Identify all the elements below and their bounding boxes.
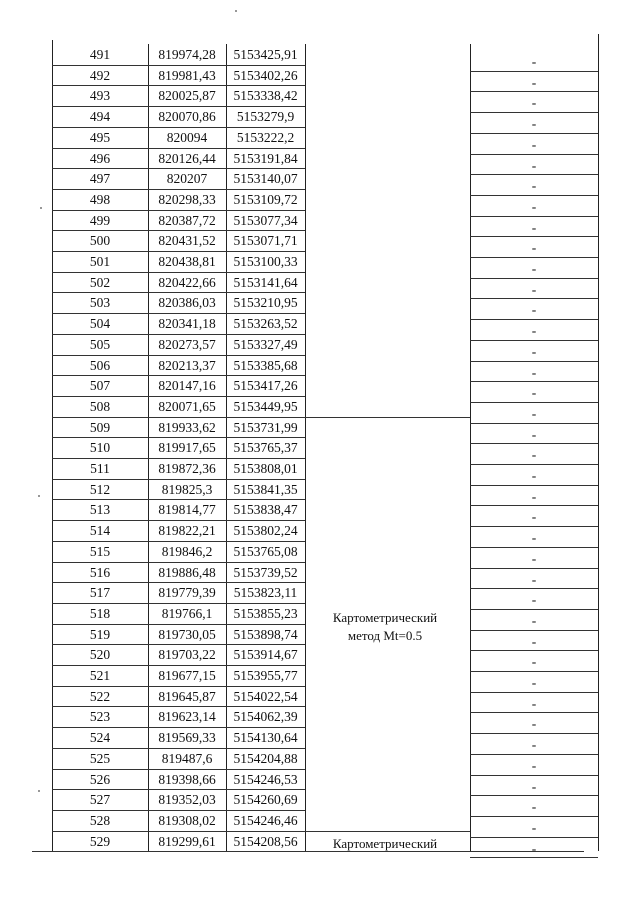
value-dash: - <box>531 530 537 546</box>
value-dash: - <box>531 799 537 815</box>
row-number: 495 <box>89 129 111 145</box>
y-coordinate: 5153210,95 <box>233 295 298 311</box>
value-dash: - <box>531 654 537 670</box>
value-dash: - <box>531 281 537 297</box>
method-group-bottom-line <box>305 831 470 832</box>
value-dash: - <box>531 364 537 380</box>
x-coordinate: 819308,02 <box>158 812 216 828</box>
y-coordinate: 5154246,46 <box>233 812 298 828</box>
value-dash: - <box>531 426 537 442</box>
y-coordinate: 5153765,08 <box>233 543 298 559</box>
row-number: 526 <box>89 771 111 787</box>
y-coordinate: 5153140,07 <box>233 171 298 187</box>
x-coordinate: 819766,1 <box>161 605 213 621</box>
x-coordinate: 820341,18 <box>158 316 216 332</box>
row-number: 493 <box>89 88 111 104</box>
scan-speck <box>38 495 40 497</box>
value-dash: - <box>531 74 537 90</box>
value-dash: - <box>531 488 537 504</box>
y-coordinate: 5153100,33 <box>233 254 298 269</box>
x-coordinate: 819623,14 <box>158 709 216 725</box>
y-coordinate: 5153841,35 <box>233 481 298 497</box>
method-line-1: Картометрический <box>332 610 438 625</box>
row-number: 500 <box>89 233 111 249</box>
last-row-method: Картометрический <box>332 836 438 851</box>
x-coordinate: 819703,22 <box>158 647 216 663</box>
scan-speck <box>38 790 40 792</box>
x-coordinate: 820147,16 <box>158 378 216 394</box>
row-number: 524 <box>89 730 111 746</box>
row-number: 516 <box>89 564 111 580</box>
value-dash: - <box>531 219 537 235</box>
y-coordinate: 5153327,49 <box>233 336 298 352</box>
method-line-2: метод Mt=0.5 <box>347 628 423 643</box>
row-number: 496 <box>89 150 111 166</box>
x-coordinate: 819917,65 <box>158 440 216 456</box>
method-group-label <box>305 609 465 645</box>
value-dash: - <box>531 116 537 132</box>
value-dash: - <box>531 571 537 587</box>
x-coordinate: 819299,61 <box>158 833 216 849</box>
row-number: 502 <box>89 274 111 290</box>
x-coordinate: 819886,48 <box>158 564 216 580</box>
y-coordinate: 5153425,91 <box>233 47 298 62</box>
row-number: 497 <box>89 171 111 187</box>
y-coordinate: 5153838,47 <box>233 502 298 518</box>
y-coordinate: 5153739,52 <box>233 564 298 580</box>
value-dash: - <box>531 323 537 339</box>
y-coordinate: 5153765,37 <box>233 440 298 456</box>
x-coordinate: 819645,87 <box>158 688 216 704</box>
x-coordinate: 819677,15 <box>158 668 216 683</box>
y-coordinate: 5154062,39 <box>233 709 298 725</box>
x-coordinate: 820094 <box>166 129 208 145</box>
value-dash: - <box>531 757 537 773</box>
value-dash: - <box>531 405 537 421</box>
row-number: 512 <box>89 481 111 497</box>
value-dash: - <box>531 550 537 566</box>
row-number: 529 <box>89 833 111 849</box>
y-coordinate: 5153077,34 <box>233 212 298 228</box>
row-number: 517 <box>89 585 111 601</box>
y-coordinate: 5153731,99 <box>233 419 298 435</box>
x-coordinate: 819569,33 <box>158 730 216 746</box>
y-coordinate: 5153222,2 <box>236 129 295 145</box>
row-number: 527 <box>89 792 111 808</box>
value-dash: - <box>531 633 537 649</box>
x-coordinate: 820422,66 <box>158 274 216 290</box>
y-coordinate: 5153955,77 <box>233 668 298 683</box>
value-dash: - <box>531 778 537 794</box>
row-number: 501 <box>89 254 111 269</box>
x-coordinate: 819933,62 <box>158 419 216 435</box>
value-dash: - <box>531 198 537 214</box>
value-dash: - <box>531 468 537 483</box>
value-dash: - <box>531 737 537 753</box>
x-coordinate: 820431,52 <box>158 233 216 249</box>
value-dash: - <box>531 385 537 401</box>
x-coordinate: 820387,72 <box>158 212 216 228</box>
x-coordinate: 820273,57 <box>158 336 216 352</box>
x-coordinate: 819822,21 <box>158 523 216 539</box>
value-dash: - <box>531 178 537 194</box>
y-coordinate: 5154130,64 <box>233 730 298 746</box>
y-coordinate: 5153855,23 <box>233 605 298 621</box>
y-coordinate: 5153071,71 <box>233 233 298 249</box>
value-dash: - <box>531 95 537 111</box>
table-column-line <box>598 34 599 851</box>
value-dash: - <box>531 261 537 276</box>
row-number: 506 <box>89 357 111 373</box>
y-coordinate: 5154260,69 <box>233 792 298 808</box>
row-number: 515 <box>89 543 111 559</box>
x-coordinate: 820386,03 <box>158 295 216 311</box>
row-number: 508 <box>89 398 111 414</box>
method-group-top-line <box>305 417 470 418</box>
row-number: 504 <box>89 316 111 332</box>
value-dash: - <box>531 240 537 256</box>
x-coordinate: 819974,28 <box>158 47 216 62</box>
value-dash: - <box>531 695 537 711</box>
x-coordinate: 820213,37 <box>158 357 216 373</box>
x-coordinate: 819779,39 <box>158 585 216 601</box>
y-coordinate: 5153279,9 <box>236 109 295 125</box>
y-coordinate: 5153109,72 <box>233 191 298 207</box>
y-coordinate: 5153914,67 <box>233 647 298 663</box>
value-dash: - <box>531 716 537 732</box>
value-dash: - <box>531 136 537 152</box>
x-coordinate: 819398,66 <box>158 771 216 787</box>
y-coordinate: 5153402,26 <box>233 67 298 83</box>
value-dash: - <box>531 675 537 690</box>
row-number: 521 <box>89 668 111 683</box>
value-dash: - <box>531 612 537 628</box>
y-coordinate: 5153338,42 <box>233 88 298 104</box>
x-coordinate: 820438,81 <box>158 254 216 269</box>
x-coordinate: 819814,77 <box>158 502 216 518</box>
y-coordinate: 5153385,68 <box>233 357 298 373</box>
value-dash: - <box>531 819 537 835</box>
x-coordinate: 820207 <box>166 171 208 187</box>
row-number: 492 <box>89 67 111 83</box>
x-coordinate: 819981,43 <box>158 67 216 83</box>
value-dash: - <box>531 343 537 359</box>
row-number: 519 <box>89 626 111 642</box>
row-number: 522 <box>89 688 111 704</box>
value-dash: - <box>531 157 537 173</box>
x-coordinate: 819730,05 <box>158 626 216 642</box>
scan-speck <box>235 10 237 12</box>
table-column-line <box>305 44 306 851</box>
y-coordinate: 5153417,26 <box>233 378 298 394</box>
y-coordinate: 5153808,01 <box>233 461 298 476</box>
row-number: 525 <box>89 750 111 766</box>
row-number: 505 <box>89 336 111 352</box>
x-coordinate: 819872,36 <box>158 461 216 476</box>
x-coordinate: 820071,65 <box>158 398 216 414</box>
x-coordinate: 820298,33 <box>158 191 216 207</box>
y-coordinate: 5153141,64 <box>233 274 298 290</box>
y-coordinate: 5153898,74 <box>233 626 298 642</box>
row-number: 510 <box>89 440 111 456</box>
y-coordinate: 5154246,53 <box>233 771 298 787</box>
x-coordinate: 819487,6 <box>161 750 213 766</box>
row-number: 523 <box>89 709 111 725</box>
y-coordinate: 5153802,24 <box>233 523 298 539</box>
x-coordinate: 819846,2 <box>161 543 213 559</box>
x-coordinate: 819352,03 <box>158 792 216 808</box>
y-coordinate: 5153263,52 <box>233 316 298 332</box>
row-number: 507 <box>89 378 111 394</box>
row-number: 494 <box>89 109 111 125</box>
row-number: 511 <box>90 461 110 476</box>
row-number: 520 <box>89 647 111 663</box>
value-dash: - <box>531 509 537 525</box>
row-number: 498 <box>89 191 111 207</box>
row-number: 518 <box>89 605 111 621</box>
value-dash: - <box>531 54 537 69</box>
row-number: 528 <box>89 812 111 828</box>
x-coordinate: 819825,3 <box>161 481 213 497</box>
value-dash: - <box>531 592 537 608</box>
y-coordinate: 5154022,54 <box>233 688 298 704</box>
row-number: 499 <box>89 212 111 228</box>
x-coordinate: 820070,86 <box>158 109 216 125</box>
y-coordinate: 5154204,88 <box>233 750 298 766</box>
y-coordinate: 5153823,11 <box>233 585 298 601</box>
x-coordinate: 820126,44 <box>158 150 216 166</box>
x-coordinate: 820025,87 <box>158 88 216 104</box>
row-number: 514 <box>89 523 111 539</box>
value-dash: - <box>531 302 537 318</box>
row-number: 509 <box>89 419 111 435</box>
row-number: 513 <box>89 502 111 518</box>
scan-speck <box>40 207 42 209</box>
row-number: 491 <box>89 47 111 62</box>
row-number: 503 <box>89 295 111 311</box>
y-coordinate: 5153191,84 <box>233 150 298 166</box>
y-coordinate: 5153449,95 <box>233 398 298 414</box>
y-coordinate: 5154208,56 <box>233 833 298 849</box>
value-dash: - <box>531 447 537 463</box>
value-dash: - <box>531 840 537 856</box>
